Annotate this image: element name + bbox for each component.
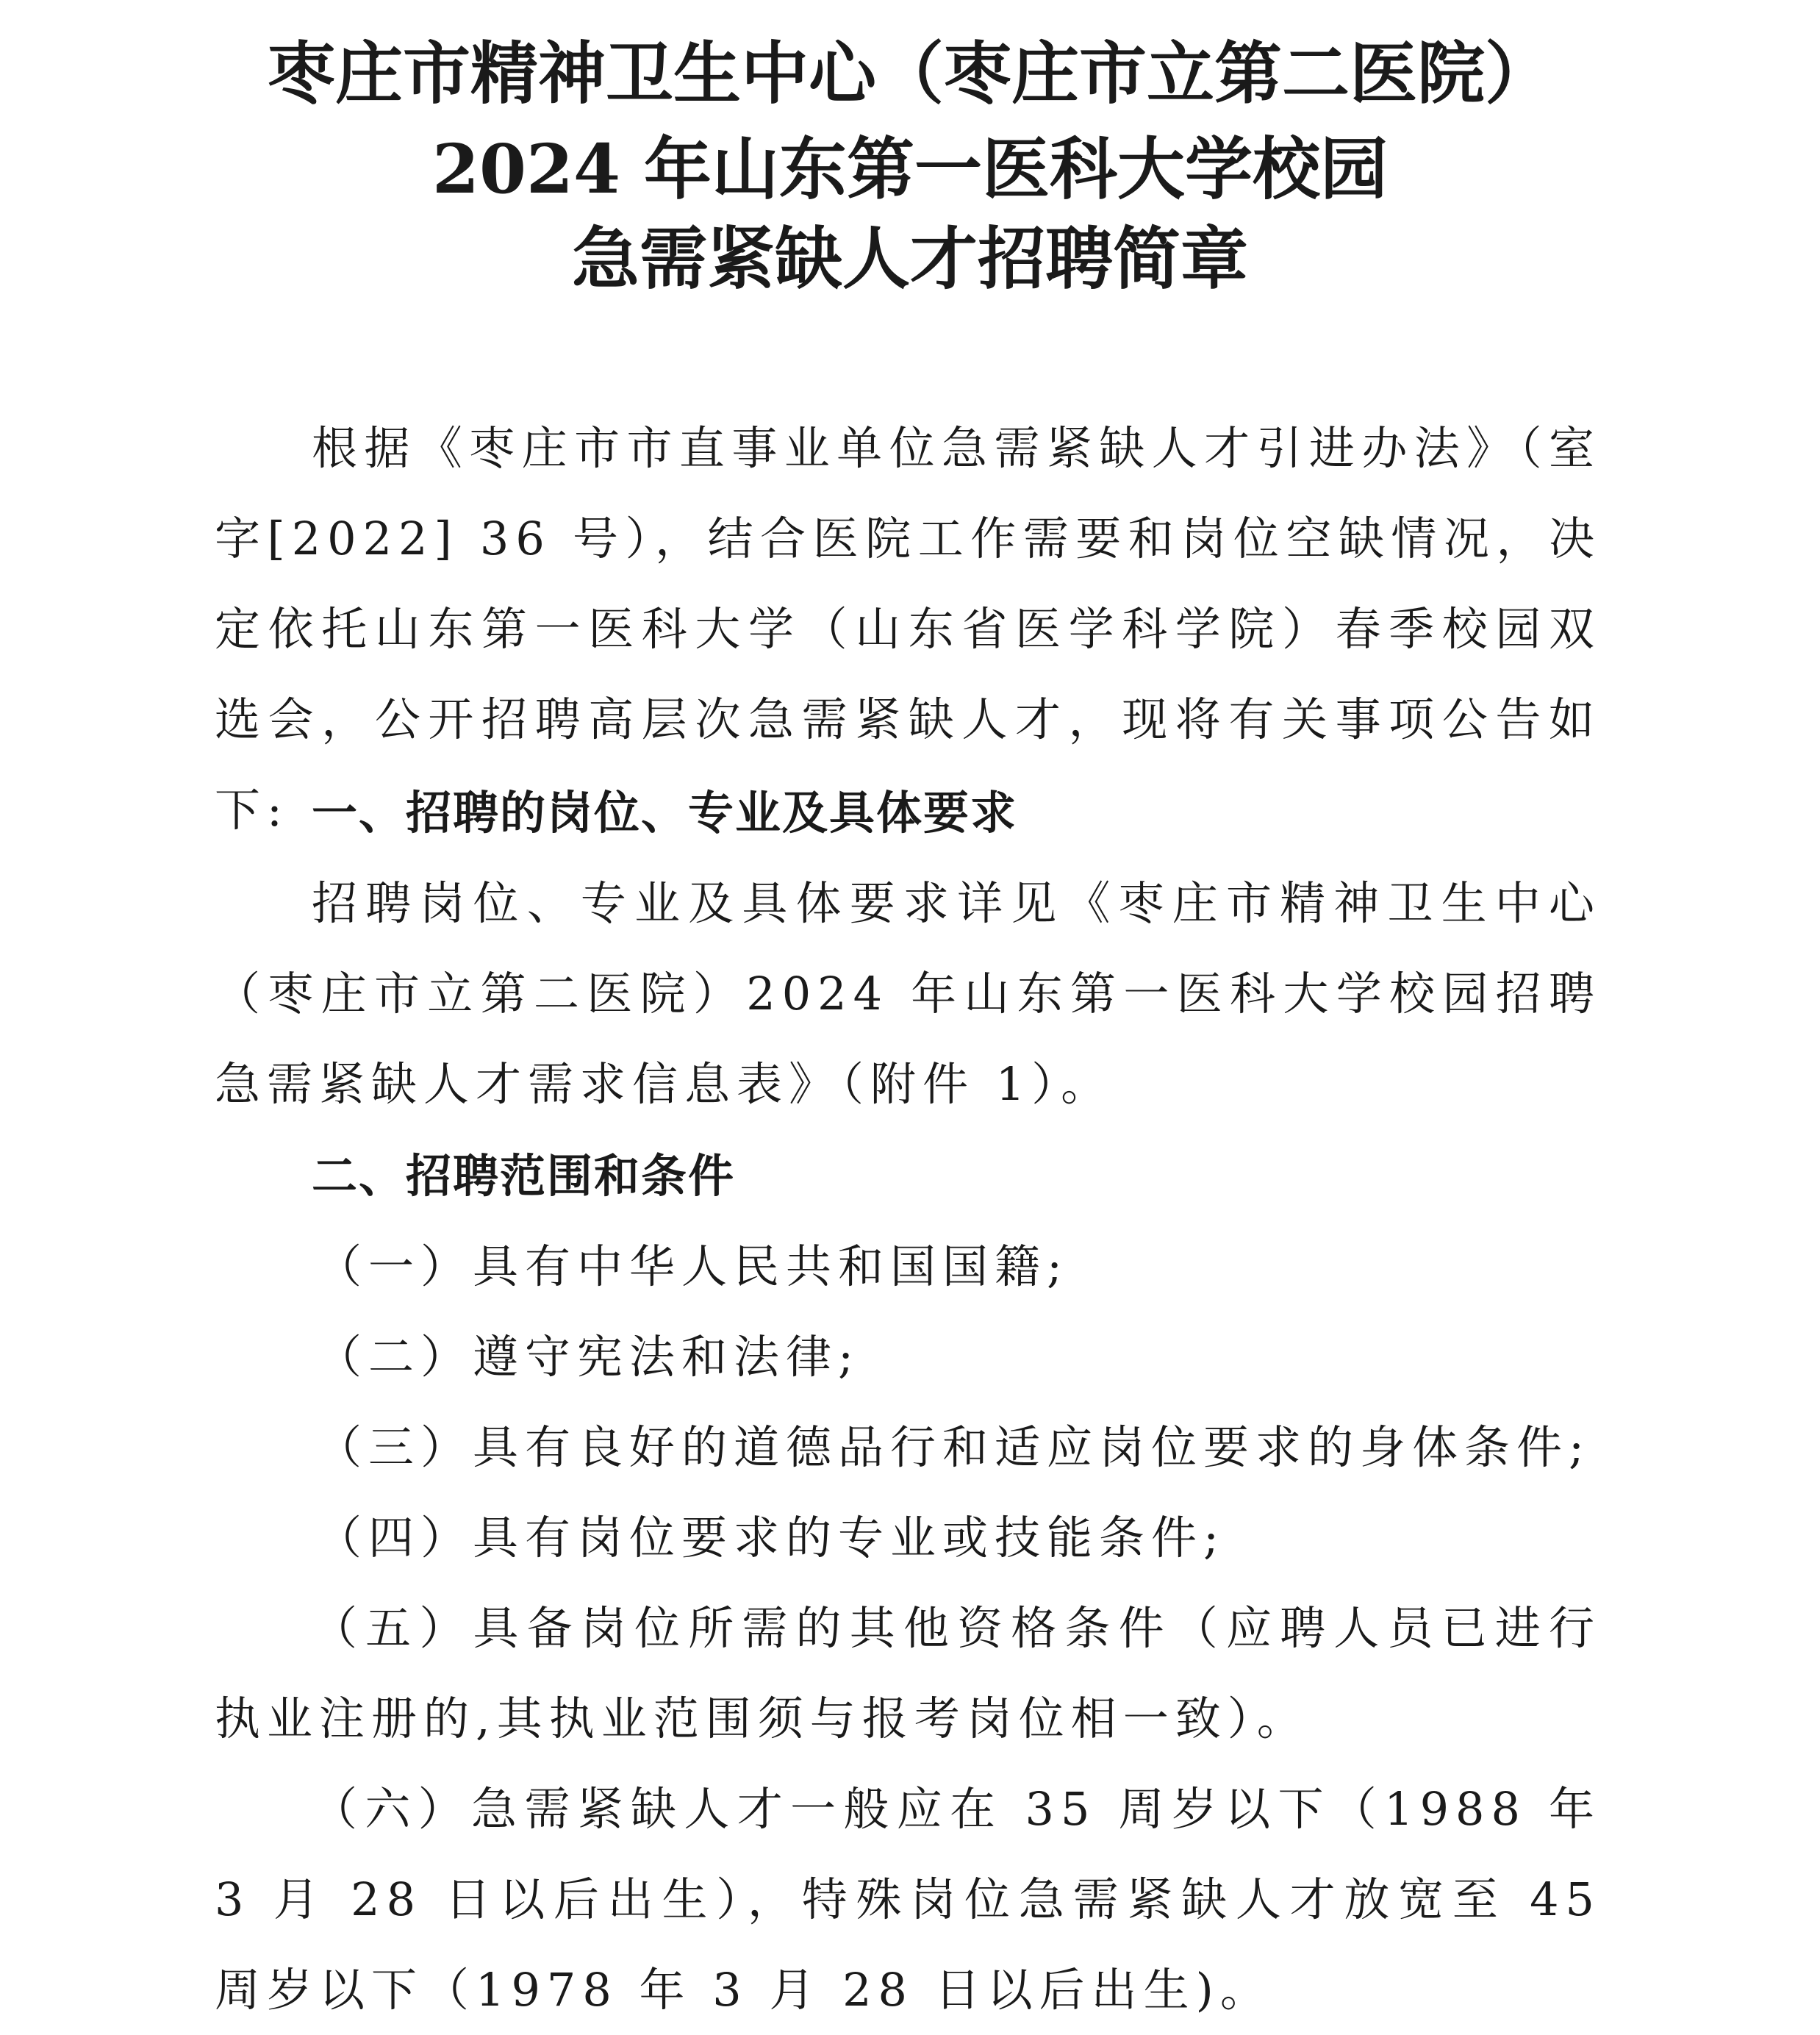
title-line-3: 急需紧缺人才招聘简章: [571, 219, 1248, 298]
condition-item-4: （四）具有岗位要求的专业或技能条件;: [316, 1511, 1225, 1564]
intro-paragraph: 根据《枣庄市市直事业单位急需紧缺人才引进办法》（室字[2022] 36 号），结合医院工作需要和岗位空缺情况，决定依托山东第一医科大学（山东省医学科学院）春季校园双选会，公开招聘高层次急需紧缺人才，现将有关事项公告如下:: [215, 421, 1601, 837]
condition-item-1: （一）具有中华人民共和国国籍;: [316, 1240, 1069, 1293]
section-2-heading: 二、招聘范围和条件: [312, 1149, 736, 1203]
condition-item-3: （三）具有良好的道德品行和适应岗位要求的身体条件;: [316, 1420, 1591, 1474]
condition-item-6: （六）急需紧缺人才一般应在 35 周岁以下（1988 年 3 月 28 日以后出生），特殊岗位急需紧缺人才放宽至 45 周岁以下（1978 年 3 月 28 日以后出生)。: [215, 1782, 1601, 2017]
section-1-heading: 一、招聘的岗位、专业及具体要求: [312, 786, 1018, 840]
title-line-1: 枣庄市精神卫生中心（枣庄市立第二医院）: [267, 34, 1552, 113]
title-line-2: 2024 年山东第一医科大学校园: [431, 129, 1389, 209]
section-1-paragraph: 招聘岗位、专业及具体要求详见《枣庄市精神卫生中心（枣庄市立第二医院）2024 年山东第一医科大学校园招聘急需紧缺人才需求信息表》（附件 1）。: [215, 876, 1601, 1111]
condition-item-5: （五）具备岗位所需的其他资格条件（应聘人员已进行执业注册的,其执业范围须与报考岗位相一致）。: [215, 1601, 1601, 1745]
condition-item-2: （二）遵守宪法和法律;: [316, 1330, 860, 1384]
